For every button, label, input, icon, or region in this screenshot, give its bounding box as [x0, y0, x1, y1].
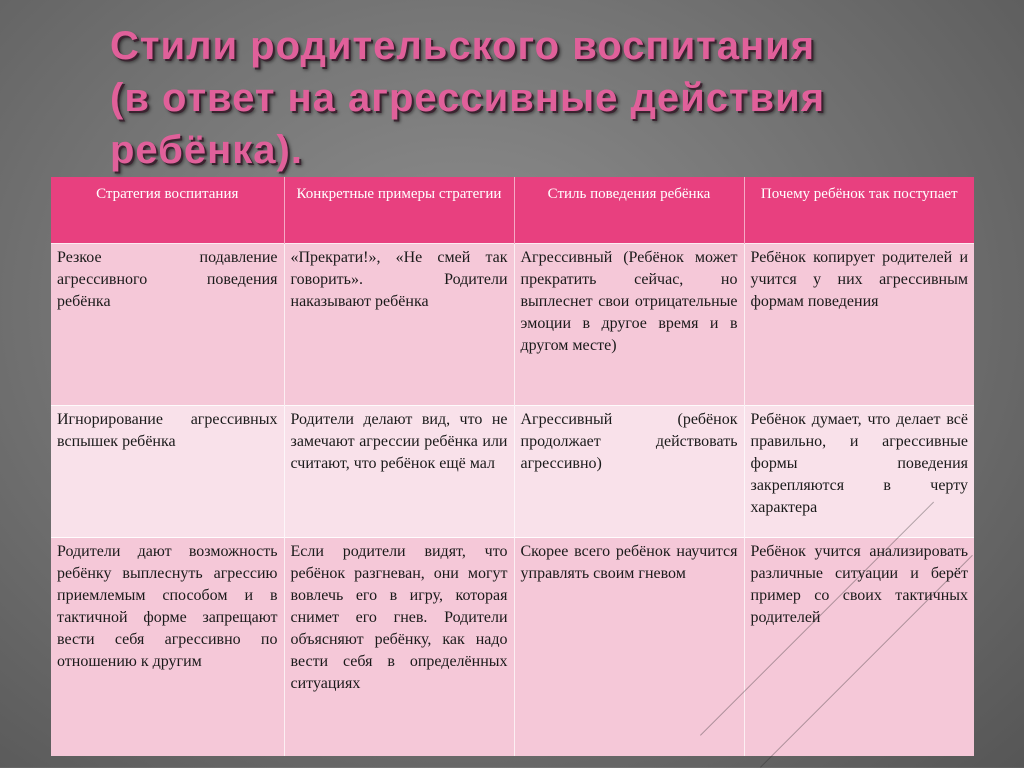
title-line-2: (в ответ на агрессивные действия — [110, 76, 826, 120]
header-examples: Конкретные примеры стратегии — [284, 177, 514, 244]
table-cell: Резкое подавление агрессивного поведения ребёнка — [51, 244, 284, 406]
table-cell: Если родители видят, что ребёнок разгневан, они могут вовлечь его в игру, которая снимет его гнев. Родители объясняют ребёнку, как надо вести себя в определённых ситуациях — [284, 538, 514, 757]
table-cell: Ребёнок учится анализировать различные ситуации и берёт пример со своих тактичных родителей — [744, 538, 974, 757]
table-row — [51, 538, 974, 757]
header-strategy: Стратегия воспитания — [51, 177, 284, 244]
table-cell: Родители дают возможность ребёнку выплеснуть агрессию приемлемым способом и в тактичной форме запрещают вести себя агрессивно по отношению к другим — [51, 538, 284, 757]
header-child-behavior: Стиль поведения ребёнка — [514, 177, 744, 244]
table-cell: Игнорирование агрессивных вспышек ребёнка — [51, 406, 284, 538]
table-cell: Скорее всего ребёнок научится управлять своим гневом — [514, 538, 744, 757]
table-row — [51, 244, 974, 406]
table-cell: Агрессивный (ребёнок продолжает действовать агрессивно) — [514, 406, 744, 538]
parenting-styles-table — [51, 177, 974, 756]
title-line-3: ребёнка). — [110, 128, 303, 172]
table-row — [51, 406, 974, 538]
table-cell: «Прекрати!», «Не смей так говорить». Родители наказывают ребёнка — [284, 244, 514, 406]
title-line-1: Стили родительского воспитания — [110, 24, 816, 68]
table-cell: Родители делают вид, что не замечают агрессии ребёнка или считают, что ребёнок ещё мал — [284, 406, 514, 538]
slide-title — [110, 20, 910, 176]
table-header-row — [51, 177, 974, 244]
table-cell: Агрессивный (Ребёнок может прекратить сейчас, но выплеснет свои отрицательные эмоции в другое время и в другом месте) — [514, 244, 744, 406]
header-reason: Почему ребёнок так поступает — [744, 177, 974, 244]
table-cell: Ребёнок копирует родителей и учится у них агрессивным формам поведения — [744, 244, 974, 406]
table-cell: Ребёнок думает, что делает всё правильно, и агрессивные формы поведения закрепляются в черту характера — [744, 406, 974, 538]
